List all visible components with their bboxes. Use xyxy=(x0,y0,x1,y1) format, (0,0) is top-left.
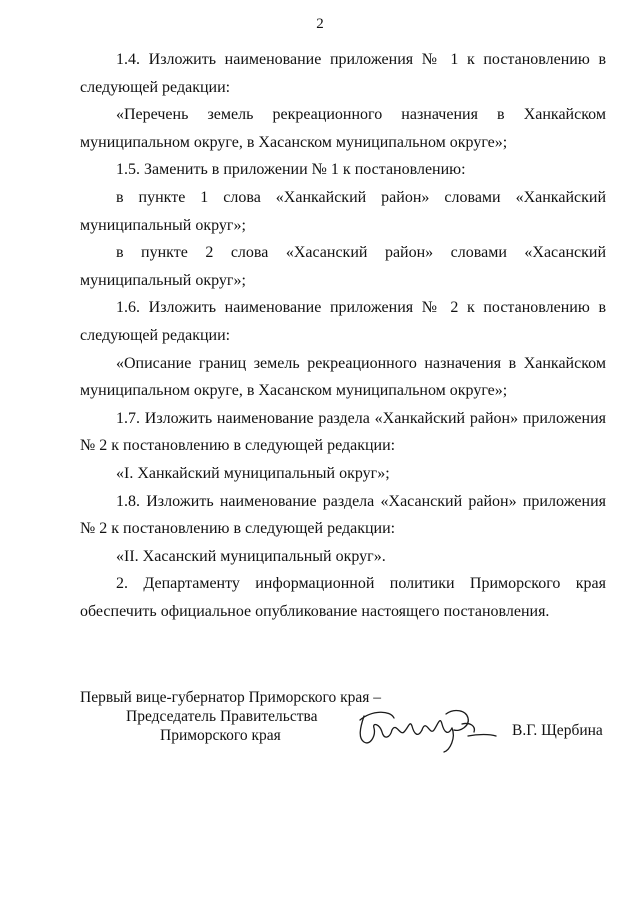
paragraph-1-4: 1.4. Изложить наименование приложения № 1 к постановлению в следующей редакции: xyxy=(80,51,606,96)
paragraph-1-5: 1.5. Заменить в приложении № 1 к постановлению: xyxy=(116,161,466,179)
paragraph-1-8: 1.8. Изложить наименование раздела «Хасанский район» приложения № 2 к постановлению в следующей редакции: xyxy=(80,492,606,538)
signer-name: В.Г. Щербина xyxy=(512,722,603,739)
paragraph-1-7: 1.7. Изложить наименование раздела «Ханкайский район» приложения № 2 к постановлению в следующей редакции: xyxy=(80,409,606,455)
paragraph-1-6-text: «Описание границ земель рекреационного назначения в Ханкайском муниципальном округе, в Хасанском муниципальном округе»; xyxy=(80,354,606,400)
signature-block xyxy=(80,688,610,768)
paragraph-2: 2. Департаменту информационной политики Приморского края обеспечить официальное опубликование настоящего постановления. xyxy=(80,575,606,620)
paragraph-1-4-text: «Перечень земель рекреационного назначения в Ханкайском муниципальном округе, в Хасанском муниципальном округе»; xyxy=(80,106,606,151)
signer-position-line-1: Первый вице-губернатор Приморского края – xyxy=(80,689,382,706)
signer-position-line-3: Приморского края xyxy=(160,727,281,744)
page-number: 2 xyxy=(316,16,324,32)
paragraph-1-5-item-2: в пункте 2 слова «Хасанский район» словами «Хасанский муниципальный округ»; xyxy=(80,244,606,289)
paragraph-1-8-text: «II. Хасанский муниципальный округ». xyxy=(116,547,386,565)
signer-position-line-2: Председатель Правительства xyxy=(126,708,318,725)
paragraph-1-6: 1.6. Изложить наименование приложения № 2 к постановлению в следующей редакции: xyxy=(80,299,606,344)
handwritten-signature xyxy=(350,702,500,758)
document-body xyxy=(80,46,606,625)
paragraph-1-5-item-1: в пункте 1 слова «Ханкайский район» словами «Ханкайский муниципальный округ»; xyxy=(80,188,606,234)
paragraph-1-7-text: «I. Ханкайский муниципальный округ»; xyxy=(116,464,390,482)
